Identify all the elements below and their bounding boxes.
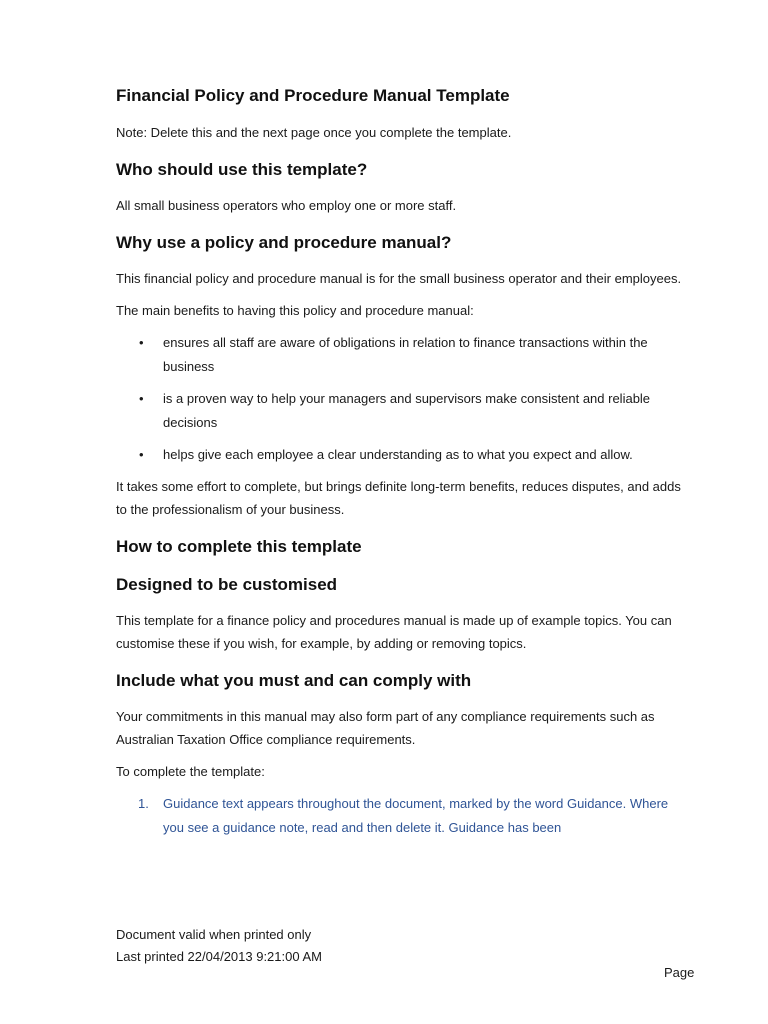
document-title: Financial Policy and Procedure Manual Template	[116, 86, 510, 105]
heading-how-to-complete: How to complete this template	[116, 537, 362, 556]
list-item-text: helps give each employee a clear understanding as to what you expect and allow.	[163, 447, 633, 462]
heading-designed-customised: Designed to be customised	[116, 575, 338, 594]
footer-validity-note: Document valid when printed only	[116, 927, 312, 942]
paragraph-customise: This template for a finance policy and procedures manual is made up of example topics. You can customise these if you wish, for example, by adding or removing topics.	[116, 613, 672, 651]
paragraph-who-should-use: All small business operators who employ one or more staff.	[116, 198, 457, 213]
list-item-text: ensures all staff are aware of obligations in relation to finance transactions within the business	[163, 335, 648, 374]
template-note: Note: Delete this and the next page once you complete the template.	[116, 125, 512, 140]
heading-who-should-use: Who should use this template?	[116, 160, 368, 179]
paragraph-manual-purpose: This financial policy and procedure manual is for the small business operator and their employees.	[116, 271, 682, 286]
document-body	[116, 84, 686, 840]
page-footer	[116, 924, 322, 968]
step-number: 1.	[138, 796, 149, 811]
bullet-icon: •	[139, 335, 144, 350]
guidance-step-text: Guidance text appears throughout the document, marked by the word Guidance. Where you see a guidance note, read and then delete it. Guidance has been	[163, 796, 669, 835]
list-item	[116, 792, 686, 840]
heading-why-use: Why use a policy and procedure manual?	[116, 233, 452, 252]
page-number-label: Page	[664, 965, 695, 980]
list-item	[116, 331, 686, 379]
bullet-icon: •	[139, 391, 144, 406]
list-item	[116, 387, 686, 435]
paragraph-to-complete: To complete the template:	[116, 764, 265, 779]
list-item-text: is a proven way to help your managers and supervisors make consistent and reliable decisions	[163, 391, 651, 430]
paragraph-effort-benefits: It takes some effort to complete, but brings definite long-term benefits, reduces disputes, and adds to the professionalism of your business.	[116, 479, 681, 517]
footer-last-printed: Last printed 22/04/2013 9:21:00 AM	[116, 949, 322, 964]
heading-include-comply: Include what you must and can comply with	[116, 671, 472, 690]
paragraph-main-benefits: The main benefits to having this policy and procedure manual:	[116, 303, 474, 318]
bullet-icon: •	[139, 447, 144, 462]
benefits-list	[116, 331, 686, 467]
list-item	[116, 443, 686, 467]
paragraph-compliance: Your commitments in this manual may also form part of any compliance requirements such as Australian Taxation Office compliance requirements.	[116, 709, 655, 747]
completion-steps-list	[116, 792, 686, 840]
